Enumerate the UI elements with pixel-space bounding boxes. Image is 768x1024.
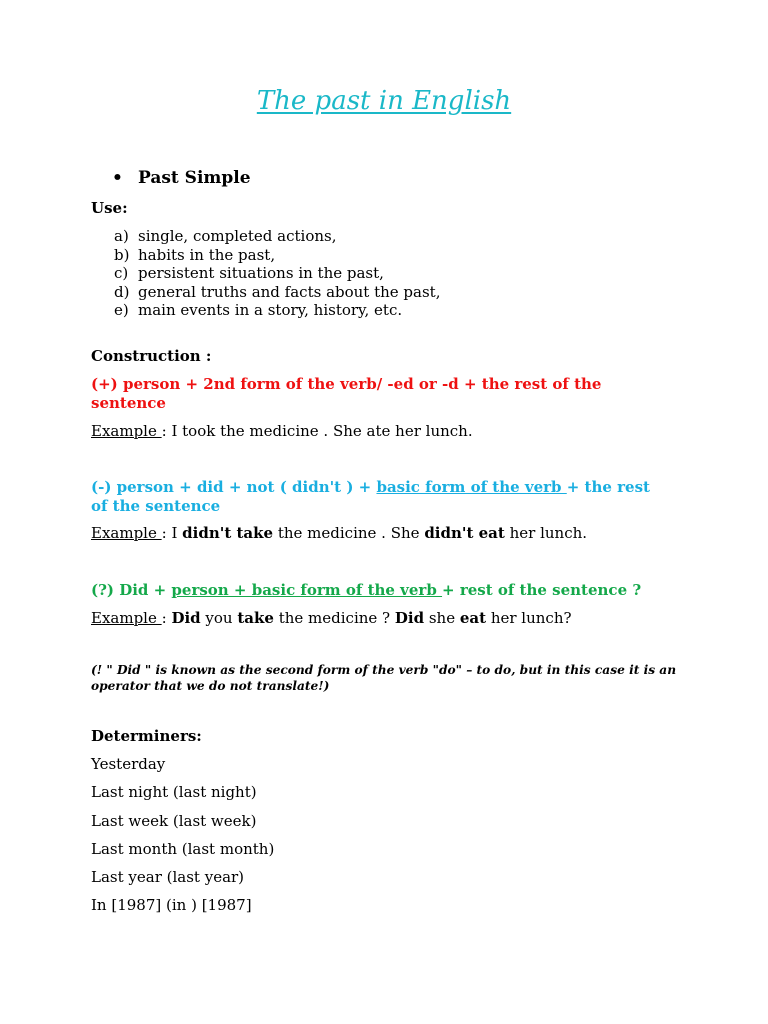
question-rule-pre: (?) Did +	[91, 581, 172, 599]
list-item: Yesterday	[91, 755, 166, 774]
list-item: Last month (last month)	[91, 839, 275, 858]
list-item-text: single, completed actions,	[138, 227, 337, 245]
example-text: she	[424, 609, 460, 627]
example-text: the medicine ?	[273, 609, 395, 627]
determiners-label: Determiners:	[91, 727, 202, 745]
example-bold: Did	[171, 609, 201, 627]
list-marker: d)	[114, 282, 130, 301]
negative-rule-pre: (-) person + did + not ( didn't ) +	[91, 478, 377, 496]
example-separator: :	[161, 422, 172, 440]
list-item: Last night (last night)	[91, 783, 257, 802]
question-rule-underlined: person + basic form of the verb	[171, 581, 443, 599]
example-text: the medicine . She	[273, 524, 425, 542]
question-rule-post: + rest of the sentence ?	[442, 581, 642, 599]
list-item: In [1987] (in ) [1987]	[91, 896, 252, 915]
list-item-text: general truths and facts about the past,	[138, 282, 441, 301]
list-marker: a)	[114, 227, 129, 245]
example-bold: didn't eat	[424, 524, 505, 542]
list-item-text: persistent situations in the past,	[138, 264, 384, 282]
list-item	[114, 246, 440, 265]
example-text: I took the medicine . She ate her lunch.	[171, 422, 473, 440]
example-bold: didn't take	[182, 524, 274, 542]
operator-note: (! " Did " is known as the second form of the verb "do" – to do, but in this case it is an operator that we do not translate!)	[91, 663, 677, 693]
list-item-text: main events in a story, history, etc.	[138, 301, 403, 319]
negative-rule-underlined: basic form of the verb	[376, 478, 567, 496]
use-list	[114, 227, 440, 320]
bullet-icon: •	[112, 168, 123, 188]
section-heading	[112, 168, 251, 188]
negative-rule-post: + the rest	[566, 478, 650, 496]
construction-label: Construction :	[91, 347, 212, 365]
example-bold: take	[237, 609, 274, 627]
page-title: The past in English	[256, 86, 512, 116]
example-text: her lunch?	[486, 609, 572, 627]
negative-example	[91, 524, 587, 543]
list-marker: e)	[114, 301, 129, 319]
question-rule	[91, 581, 641, 600]
list-marker: b)	[114, 245, 130, 264]
negative-rule-line2: of the sentence	[91, 497, 221, 515]
example-text: you	[200, 609, 238, 627]
list-item-text: habits in the past,	[138, 245, 276, 264]
example-text: her lunch.	[504, 524, 588, 542]
negative-rule-line1	[91, 478, 650, 497]
list-item: Last year (last year)	[91, 867, 245, 886]
section-heading-text: Past Simple	[138, 168, 251, 188]
positive-example	[91, 422, 473, 441]
example-label: Example	[91, 524, 162, 542]
example-text: I	[171, 524, 183, 542]
positive-rule-line1: (+) person + 2nd form of the verb/ -ed or -d + the rest of the	[91, 375, 602, 393]
example-bold: Did	[394, 609, 425, 627]
example-label: Example	[91, 422, 162, 440]
list-item	[114, 301, 440, 320]
determiners-list	[91, 727, 274, 924]
list-marker: c)	[114, 264, 129, 282]
list-item	[114, 283, 440, 302]
question-example	[91, 609, 572, 628]
list-item	[114, 227, 440, 246]
example-label: Example	[91, 609, 162, 627]
example-separator: :	[161, 524, 172, 542]
example-separator: :	[161, 609, 172, 627]
use-label: Use:	[91, 199, 128, 217]
example-bold: eat	[459, 609, 487, 627]
list-item	[114, 264, 440, 283]
positive-rule-line2: sentence	[91, 394, 166, 412]
list-item: Last week (last week)	[91, 811, 257, 830]
